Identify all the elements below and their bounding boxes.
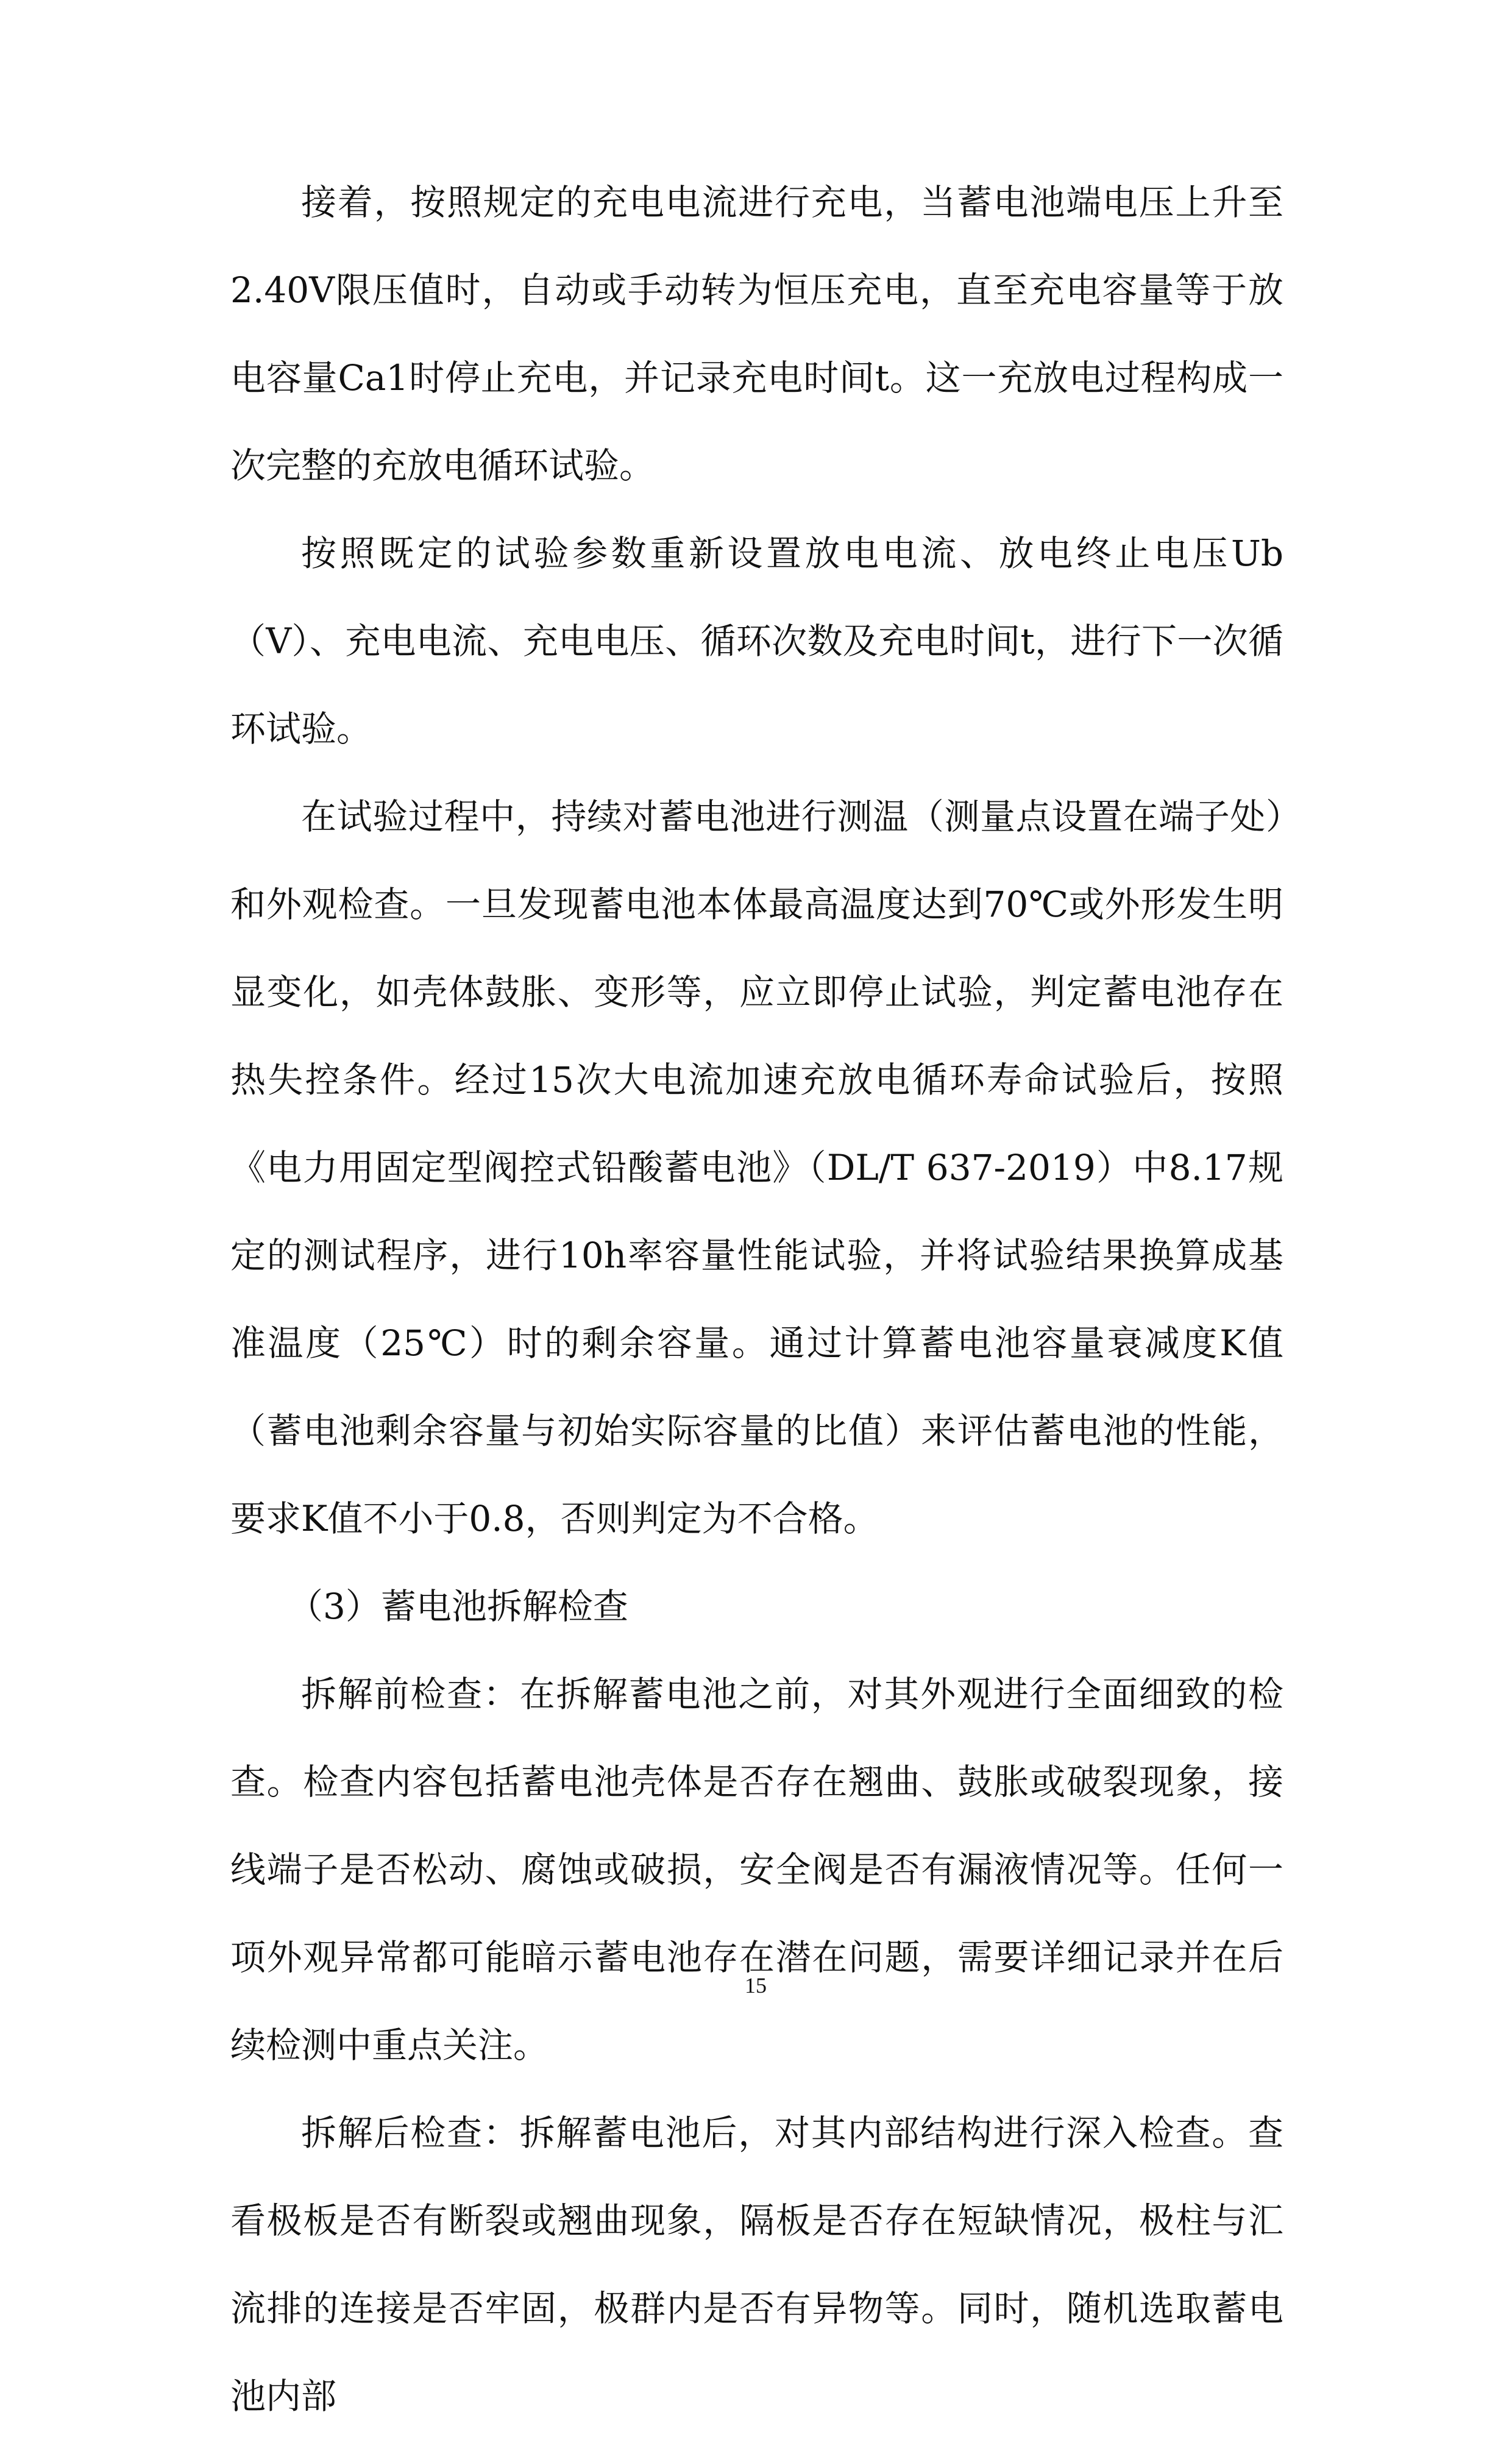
paragraph-pre-disassembly: 拆解前检查：在拆解蓄电池之前，对其外观进行全面细致的检查。检查内容包括蓄电池壳体是否存在翘曲、鼓胀或破裂现象，接线端子是否松动、腐蚀或破损，安全阀是否有漏液情况等。任何一项外观异常都可能暗示蓄电池存在潜在问题，需要详细记录并在后续检测中重点关注。: [230, 1673, 1283, 2066]
paragraph-temperature-check: 在试验过程中，持续对蓄电池进行测温（测量点设置在端子处）和外观检查。一旦发现蓄电池本体最高温度达到70℃或外形发生明显变化，如壳体鼓胀、变形等，应立即停止试验，判定蓄电池存在热失控条件。经过15次大电流加速充放电循环寿命试验后，按照《电力用固定型阀控式铅酸蓄电池》（DL/T 637-2019）中8.17规定的测试程序，进行10h率容量性能试验，并将试验结果换算成基准温度（25℃）时的剩余容量。通过计算蓄电池容量衰减度K值（蓄电池剩余容量与初始实际容量的比值）来评估蓄电池的性能，要求K值不小于0.8，否则判定为不合格。: [230, 796, 1283, 1539]
section-heading: （3）蓄电池拆解检查: [288, 1586, 628, 1627]
paragraph-post-disassembly: 拆解后检查：拆解蓄电池后，对其内部结构进行深入检查。查看极板是否有断裂或翘曲现象，隔板是否存在短缺情况，极柱与汇流排的连接是否牢固，极群内是否有异物等。同时，随机选取蓄电池内部: [230, 2112, 1283, 2417]
paragraph-charging: 接着，按照规定的充电电流进行充电，当蓄电池端电压上升至2.40V限压值时，自动或手动转为恒压充电，直至充电容量等于放电容量Ca1时停止充电，并记录充电时间t。这一充放电过程构成一次完整的充放电循环试验。: [230, 182, 1283, 486]
paragraph-next-cycle: 按照既定的试验参数重新设置放电电流、放电终止电压Ub（V）、充电电流、充电电压、循环次数及充电时间t，进行下一次循环试验。: [230, 533, 1283, 750]
page-number: 15: [745, 1973, 767, 1998]
body-text: [230, 158, 1283, 2440]
